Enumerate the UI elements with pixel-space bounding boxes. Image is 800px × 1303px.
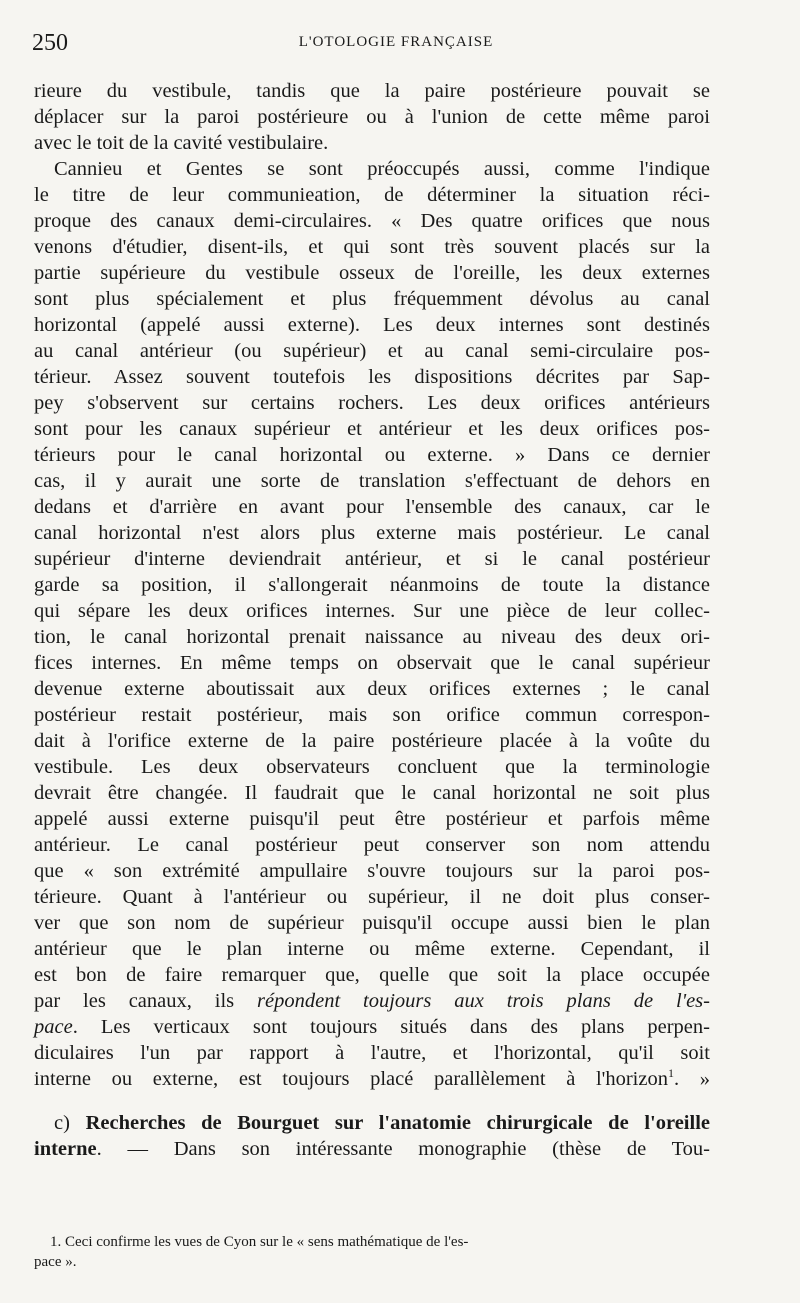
text-line: horizontal (appelé aussi externe). Les deux internes sont destinés [34, 314, 710, 336]
text-line: térieure. Quant à l'antérieur ou supérieur, il ne doit plus conser- [34, 886, 710, 908]
text-line: venons d'étudier, disent-ils, et qui sont très souvent placés sur la [34, 236, 710, 258]
text-line: fices internes. En même temps on observait que le canal supérieur [34, 652, 710, 674]
text-line: canal horizontal n'est alors plus externe mais postérieur. Le canal [34, 522, 710, 544]
footnote-line: pace ». [34, 1254, 77, 1270]
text-line: vestibule. Les deux observateurs concluent que la terminologie [34, 756, 710, 778]
running-title: L'OTOLOGIE FRANÇAISE [298, 34, 494, 50]
text-line: Cannieu et Gentes se sont préoccupés aussi, comme l'indique [54, 158, 710, 180]
section-title: interne [34, 1138, 97, 1160]
text-line [34, 1014, 710, 1040]
italic-phrase: pace [34, 1016, 73, 1038]
text-line: au canal antérieur (ou supérieur) et au canal semi-circulaire pos- [34, 340, 710, 362]
text-fragment: par les canaux, ils [34, 990, 258, 1012]
text-line: devrait être changée. Il faudrait que le canal horizontal ne soit plus [34, 782, 710, 804]
text-line: térieurs pour le canal horizontal ou externe. » Dans ce dernier [34, 444, 710, 466]
text-line: antérieur. Le canal postérieur peut conserver son nom attendu [34, 834, 710, 856]
text-line: partie supérieure du vestibule osseux de l'oreille, les deux externes [34, 262, 710, 284]
text-line: térieur. Assez souvent toutefois les dispositions décrites par Sap- [34, 366, 710, 388]
text-fragment: . — Dans son intéressante monographie (thèse de Tou- [96, 1138, 710, 1160]
section-label: c) [54, 1112, 86, 1134]
text-line: proque des canaux demi-circulaires. « Des quatre orifices que nous [34, 210, 710, 232]
text-fragment: . Les verticaux sont toujours situés dans des plans perpen- [72, 1016, 710, 1038]
text-line: sont plus spécialement et plus fréquemment dévolus au canal [34, 288, 710, 310]
text-line: devenue externe aboutissait aux deux orifices externes ; le canal [34, 678, 710, 700]
italic-phrase: répondent toujours aux trois plans de l'es- [257, 990, 710, 1012]
text-line: antérieur que le plan interne ou même externe. Cependant, il [34, 938, 710, 960]
text-line: diculaires l'un par rapport à l'autre, et l'horizontal, qu'il soit [34, 1042, 710, 1064]
text-line: déplacer sur la paroi postérieure ou à l'union de cette même paroi [34, 106, 710, 128]
text-line: que « son extrémité ampullaire s'ouvre toujours sur la paroi pos- [34, 860, 710, 882]
text-line: cas, il y aurait une sorte de translation s'effectuant de dehors en [34, 470, 710, 492]
text-line: avec le toit de la cavité vestibulaire. [34, 132, 329, 154]
text-line: qui sépare les deux orifices internes. Sur une pièce de leur collec- [34, 600, 710, 622]
text-fragment: interne ou externe, est toujours placé parallèlement à l'horizon [34, 1068, 668, 1090]
page-number: 250 [32, 30, 68, 56]
text-line [34, 1066, 710, 1092]
footnote [34, 1232, 720, 1272]
text-line: dait à l'orifice externe de la paire postérieure placée à la voûte du [34, 730, 710, 752]
text-line: le titre de leur communieation, de déterminer la situation réci- [34, 184, 710, 206]
section-heading-line [34, 1110, 710, 1136]
text-line: garde sa position, il s'allongerait néanmoins de toute la distance [34, 574, 710, 596]
text-line: rieure du vestibule, tandis que la paire postérieure pouvait se [34, 80, 710, 102]
page-header [32, 30, 760, 60]
section-title: Recherches de Bourguet sur l'anatomie chirurgicale de l'oreille [85, 1112, 710, 1134]
footnote-reference: 1 [667, 1066, 674, 1081]
text-line: ver que son nom de supérieur puisqu'il occupe aussi bien le plan [34, 912, 710, 934]
text-line: dedans et d'arrière en avant pour l'ensemble des canaux, car le [34, 496, 710, 518]
text-line: tion, le canal horizontal prenait naissance au niveau des deux ori- [34, 626, 710, 648]
text-line [34, 1136, 710, 1162]
text-line: postérieur restait postérieur, mais son orifice commun correspon- [34, 704, 710, 726]
text-line: appelé aussi externe puisqu'il peut être postérieur et parfois même [34, 808, 710, 830]
text-line: pey s'observent sur certains rochers. Les deux orifices antérieurs [34, 392, 710, 414]
text-line [34, 988, 710, 1014]
text-line: sont pour les canaux supérieur et antérieur et les deux orifices pos- [34, 418, 710, 440]
text-line: supérieur d'interne deviendrait antérieur, et si le canal postérieur [34, 548, 710, 570]
text-line: est bon de faire remarquer que, quelle que soit la place occupée [34, 964, 710, 986]
footnote-line: 1. Ceci confirme les vues de Cyon sur le « sens mathématique de l'es- [50, 1234, 469, 1250]
body-text [34, 78, 710, 1162]
text-fragment: . » [673, 1068, 710, 1090]
